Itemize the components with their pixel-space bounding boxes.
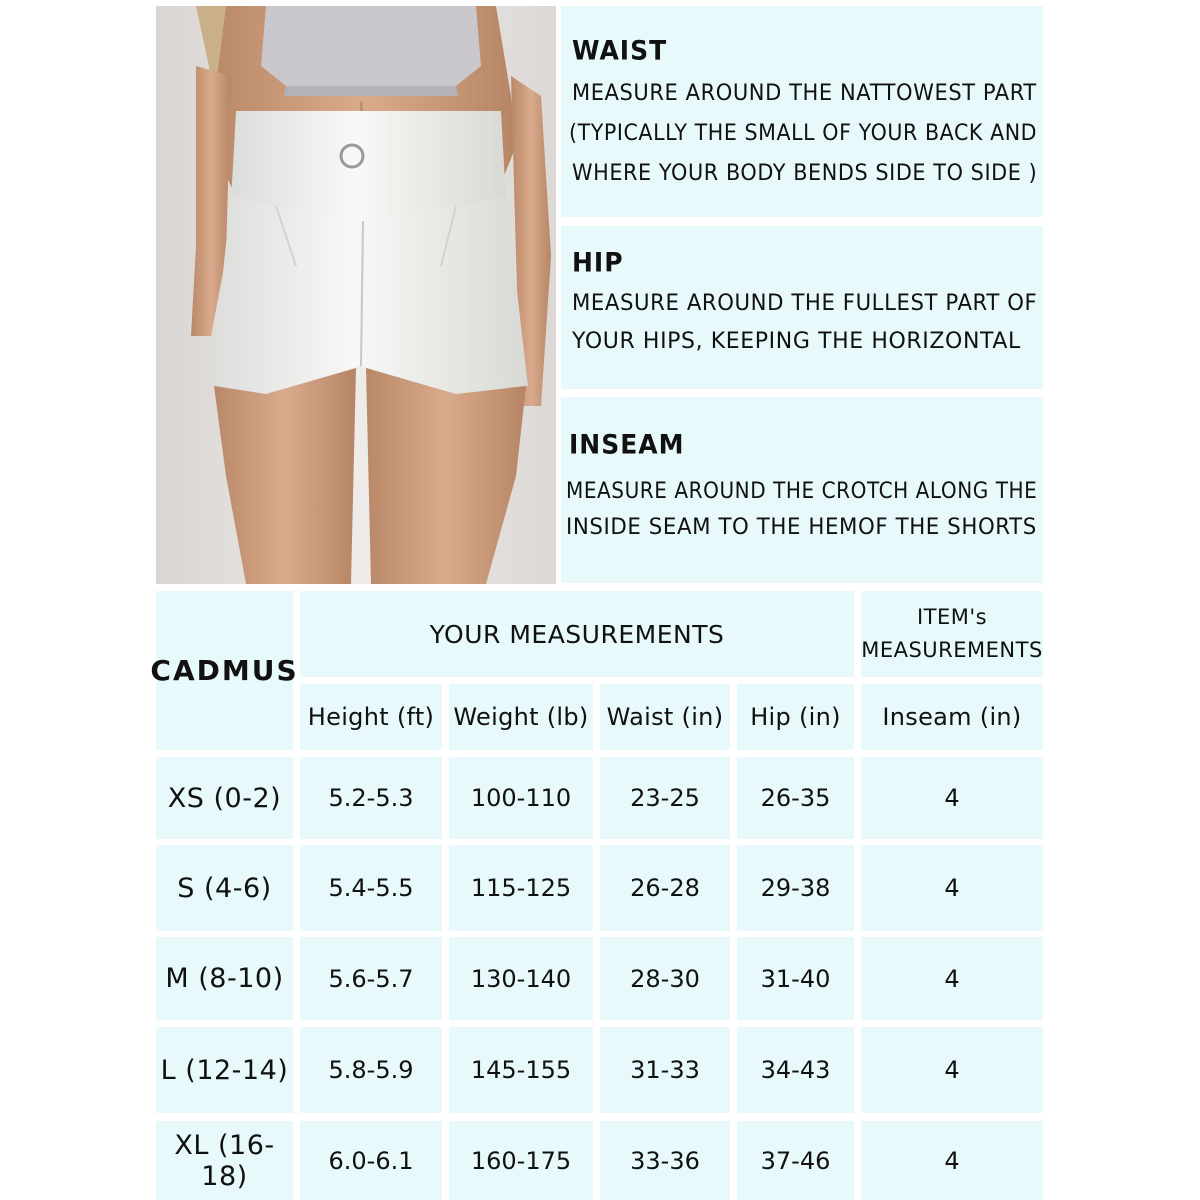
hip-cell: 26-35 bbox=[737, 757, 854, 839]
column-header-height: Height (ft) bbox=[300, 684, 442, 750]
your-measurements-header: YOUR MEASUREMENTS bbox=[300, 591, 854, 677]
waist-info-panel bbox=[561, 6, 1043, 217]
column-header-inseam: Inseam (in) bbox=[861, 684, 1043, 750]
waist-cell: 31-33 bbox=[600, 1027, 730, 1113]
size-cell: XS (0-2) bbox=[156, 757, 293, 839]
waist-cell: 23-25 bbox=[600, 757, 730, 839]
height-cell: 5.4-5.5 bbox=[300, 845, 442, 931]
brand-cell: CADMUS bbox=[156, 591, 293, 750]
size-cell: XL (16-18) bbox=[156, 1121, 293, 1200]
inseam-text-line-1: MEASURE AROUND THE CROTCH ALONG THE bbox=[566, 479, 1038, 504]
waist-text-line-1: MEASURE AROUND THE NATTOWEST PART bbox=[572, 81, 1037, 106]
items-measurements-line-2: MEASUREMENTS bbox=[861, 638, 1043, 662]
column-header-waist: Waist (in) bbox=[600, 684, 730, 750]
inseam-cell: 4 bbox=[861, 1121, 1043, 1200]
weight-cell: 130-140 bbox=[449, 937, 593, 1020]
height-cell: 5.8-5.9 bbox=[300, 1027, 442, 1113]
waist-text-line-2: (TYPICALLY THE SMALL OF YOUR BACK AND bbox=[569, 121, 1038, 146]
items-measurements-header bbox=[861, 591, 1043, 677]
waist-cell: 26-28 bbox=[600, 845, 730, 931]
inseam-text-line-2: INSIDE SEAM TO THE HEMOF THE SHORTS bbox=[566, 515, 1037, 540]
items-measurements-line-1: ITEM's bbox=[916, 605, 988, 629]
hip-cell: 31-40 bbox=[737, 937, 854, 1020]
height-cell: 5.6-5.7 bbox=[300, 937, 442, 1020]
weight-cell: 160-175 bbox=[449, 1121, 593, 1200]
column-header-weight: Weight (lb) bbox=[449, 684, 593, 750]
shorts-illustration bbox=[156, 6, 556, 584]
column-header-hip: Hip (in) bbox=[737, 684, 854, 750]
hip-text-line-2: YOUR HIPS, KEEPING THE HORIZONTAL bbox=[572, 329, 1021, 354]
hip-info-panel bbox=[561, 226, 1043, 389]
weight-cell: 100-110 bbox=[449, 757, 593, 839]
waist-heading: WAIST bbox=[572, 35, 668, 66]
hip-heading: HIP bbox=[572, 247, 624, 278]
hip-cell: 34-43 bbox=[737, 1027, 854, 1113]
hip-cell: 29-38 bbox=[737, 845, 854, 931]
inseam-cell: 4 bbox=[861, 845, 1043, 931]
waist-cell: 28-30 bbox=[600, 937, 730, 1020]
waist-text-line-3: WHERE YOUR BODY BENDS SIDE TO SIDE ) bbox=[572, 161, 1038, 186]
height-cell: 5.2-5.3 bbox=[300, 757, 442, 839]
hip-cell: 37-46 bbox=[737, 1121, 854, 1200]
inseam-cell: 4 bbox=[861, 937, 1043, 1020]
size-cell: M (8-10) bbox=[156, 937, 293, 1020]
height-cell: 6.0-6.1 bbox=[300, 1121, 442, 1200]
size-cell: S (4-6) bbox=[156, 845, 293, 931]
size-cell: L (12-14) bbox=[156, 1027, 293, 1113]
inseam-cell: 4 bbox=[861, 1027, 1043, 1113]
waist-cell: 33-36 bbox=[600, 1121, 730, 1200]
inseam-cell: 4 bbox=[861, 757, 1043, 839]
inseam-heading: INSEAM bbox=[569, 429, 685, 460]
hip-text-line-1: MEASURE AROUND THE FULLEST PART OF bbox=[572, 291, 1038, 316]
inseam-info-panel bbox=[561, 397, 1043, 583]
product-photo bbox=[156, 6, 556, 584]
weight-cell: 145-155 bbox=[449, 1027, 593, 1113]
weight-cell: 115-125 bbox=[449, 845, 593, 931]
